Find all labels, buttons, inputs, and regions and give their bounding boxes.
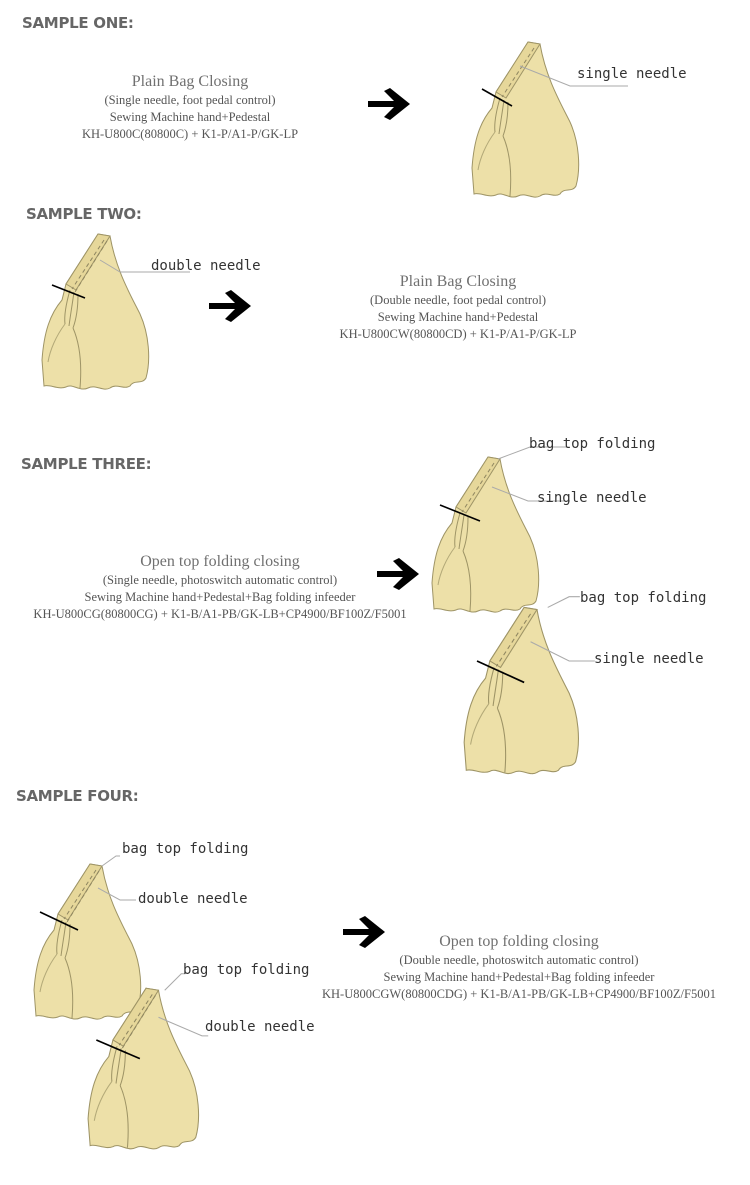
sample-one-line-1: (Single needle, foot pedal control) xyxy=(104,93,276,107)
sample-three-label-single-needle-2: single needle xyxy=(594,651,704,667)
sample-four-line-1: (Double needle, photoswitch automatic control) xyxy=(399,953,639,967)
sample-three-line-3: KH-U800CG(80800CG) + K1-B/A1-PB/GK-LB+CP4900/BF100Z/F5001 xyxy=(33,607,407,621)
sample-four-label-bag-top-folding-1: bag top folding xyxy=(122,841,249,857)
sample-two-line-3: KH-U800CW(80800CD) + K1-P/A1-P/GK-LP xyxy=(339,327,577,341)
arrow-right-icon xyxy=(366,88,412,120)
bag-illustration-top-folding-single xyxy=(430,455,542,615)
bag-illustration-single-needle xyxy=(470,40,582,200)
sample-four-title: Open top folding closing xyxy=(439,933,599,950)
sample-one-heading: SAMPLE ONE: xyxy=(22,14,134,32)
sample-two-description xyxy=(308,272,608,343)
sample-three-line-2: Sewing Machine hand+Pedestal+Bag folding infeeder xyxy=(84,590,356,604)
sample-one-line-3: KH-U800C(80800C) + K1-P/A1-P/GK-LP xyxy=(81,127,299,141)
sample-one-title: Plain Bag Closing xyxy=(131,73,249,90)
sample-two-title: Plain Bag Closing xyxy=(399,273,517,290)
sample-two-label-double-needle: double needle xyxy=(151,258,261,274)
sample-four-line-2: Sewing Machine hand+Pedestal+Bag folding infeeder xyxy=(383,970,655,984)
sample-three-heading: SAMPLE THREE: xyxy=(21,455,152,473)
sample-four-label-bag-top-folding-2: bag top folding xyxy=(183,962,310,978)
sample-three-label-bag-top-folding-1: bag top folding xyxy=(529,436,656,452)
sample-three-label-single-needle-1: single needle xyxy=(537,490,647,506)
sample-two-line-1: (Double needle, foot pedal control) xyxy=(370,293,546,307)
sample-one-description xyxy=(40,72,340,143)
sample-three-label-bag-top-folding-2: bag top folding xyxy=(580,590,707,606)
sample-two-heading: SAMPLE TWO: xyxy=(26,205,142,223)
sample-four-description xyxy=(293,932,745,1003)
sample-three-title: Open top folding closing xyxy=(140,553,300,570)
sample-three-line-1: (Single needle, photoswitch automatic control) xyxy=(102,573,338,587)
bag-illustration-top-folding-double-2 xyxy=(86,985,202,1153)
arrow-right-icon xyxy=(375,558,421,590)
bag-illustration-top-folding-single-2 xyxy=(462,605,582,777)
bag-illustration-double-needle xyxy=(40,232,152,392)
sample-four-label-double-needle-1: double needle xyxy=(138,891,248,907)
sample-four-line-3: KH-U800CGW(80800CDG) + K1-B/A1-PB/GK-LB+CP4900/BF100Z/F5001 xyxy=(322,987,716,1001)
sample-three-description xyxy=(0,552,440,623)
sample-four-label-double-needle-2: double needle xyxy=(205,1019,315,1035)
sample-two-line-2: Sewing Machine hand+Pedestal xyxy=(377,310,539,324)
sample-four-heading: SAMPLE FOUR: xyxy=(16,787,139,805)
arrow-right-icon xyxy=(207,290,253,322)
sample-one-label-single-needle: single needle xyxy=(577,66,687,82)
sample-one-line-2: Sewing Machine hand+Pedestal xyxy=(109,110,271,124)
